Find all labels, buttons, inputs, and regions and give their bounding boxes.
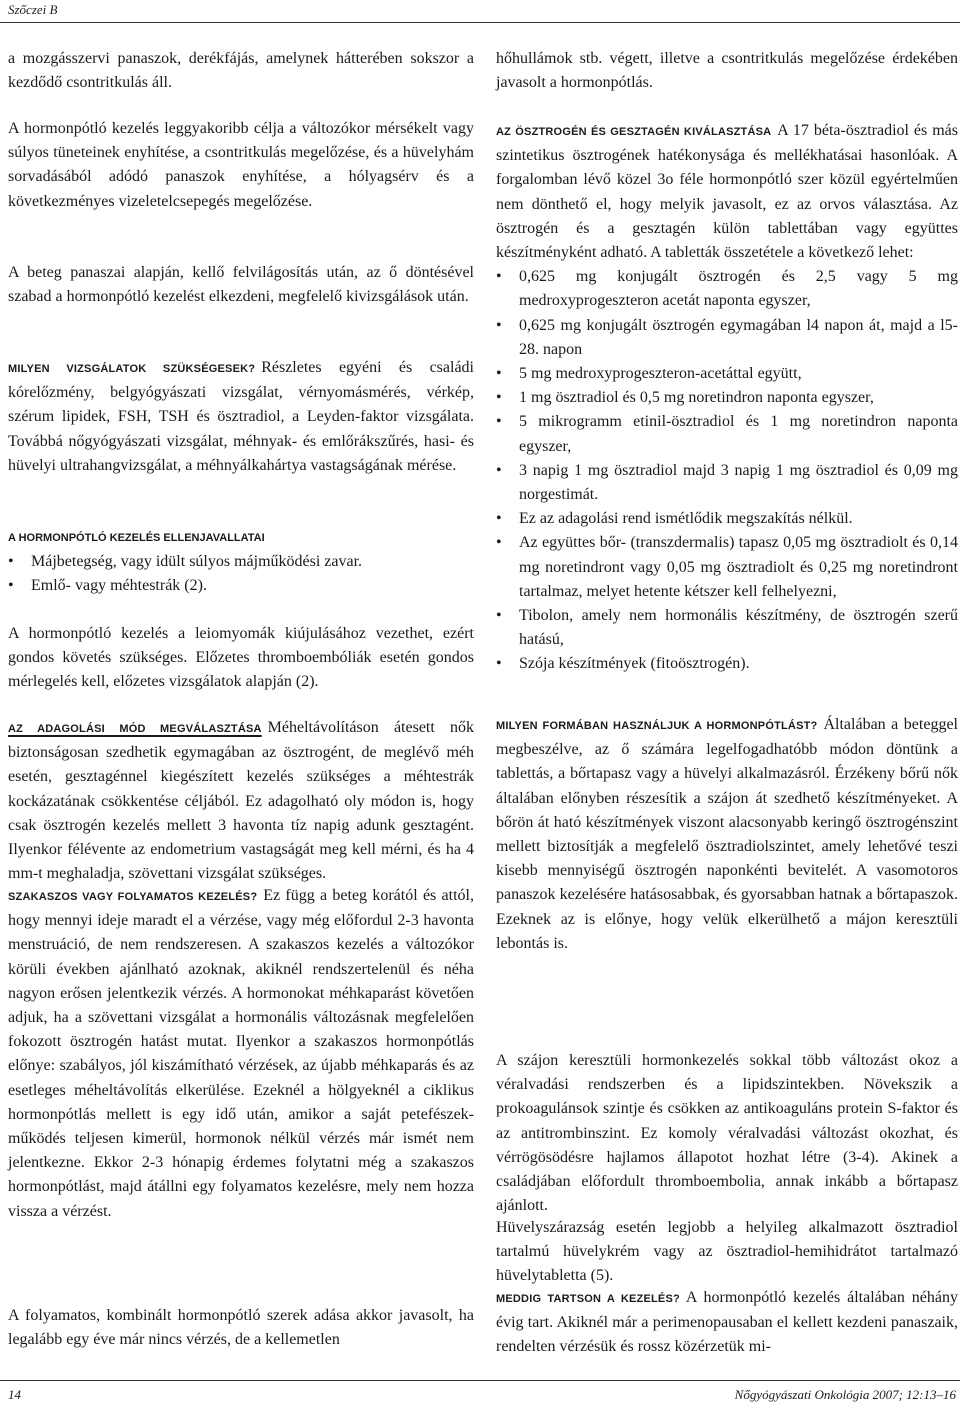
list-item: • 1 mg ösztradiol és 0,5 mg noretindron naponta egyszer, (496, 386, 958, 410)
section-heading: AZ ÖSZTROGÉN ÉS GESZTAGÉN KIVÁLASZTÁSA (496, 126, 772, 138)
paragraph-text: A szájon keresztüli hormonkezelés sokkal több változást okoz a véralvadási rendszerben és a lipidszintekben. Növekszik a prokoagulánsok szintje és csökken az antikoaguláns protein S-faktor és az antitrombinszint. Ez komoly véralvadási változást okozhat, és vérrögösödésre hajlamos állapotot hozhat létre (3-4). Akinek a családjában előfordult thromboembolia, annak inkább a bőrtapasz ajánlott. (496, 1052, 958, 1215)
section-text: A hormonpótló kezelés általában néhány évig tart. Akiknél már a perimenopausaban el kellett kezdeni panaszaik, rendelten vérzésük és rossz közérzetük mi- (496, 1289, 959, 1356)
form-section (496, 713, 958, 956)
cyclic-section (8, 884, 474, 1224)
list-item: • 3 napig 1 mg ösztradiol majd 3 napig 1 mg ösztradiol és 0,09 mg norgestimát. (496, 459, 958, 507)
paragraph-text: A folyamatos, kombinált hormonpótló szerek adása akkor javasolt, ha legalább egy éve már nincs vérzés, de a kellemetlen (8, 1307, 474, 1349)
list-item: • Májbetegség, vagy idült súlyos májműködési zavar. (8, 550, 474, 574)
header-rule (0, 22, 960, 23)
paragraph-text: A hormonpótló kezelés a leiomyomák kiújulásához vezethet, ezért gondos követés szükséges. Előzetes thromboembóliák esetén gondos mérlegelés kell, előzetes vizsgálatok alapján (2). (8, 625, 474, 691)
section-text: Részletes egyéni és családi kórelőzmény, belgyógyászati vizsgálat, vérnyomásmérés, vérkép, szérum lipidek, FSH, TSH és ösztradiol, a Leyden-faktor vizsgálata. Továbbá nőgyógyászati vizsgálat, méhnyak- és emlőrákszűrés, hasi- és hüvelyi ultrahangvizsgálat, a méhnyálkahártya vastagságának mérése. (8, 359, 474, 474)
list-item: • 5 mg medroxyprogeszteron-acetáttal együtt, (496, 362, 958, 386)
continued-paragraph (496, 47, 958, 95)
page-number: 14 (8, 1387, 21, 1402)
section-text: Méheltávolításon átesett nők biztonságosan szedhetik egymagában az ösztrogént, de meglévő méh esetén, gesztagénnel kiegészített kezelés szükséges a méhtestrák kockázatának csökkentése céljából. Ez adagolható oly módon is, hogy csak ösztrogén kezelés mellett 3 havonta tíz napig adunk gesztagént. Ilyenkor félévente az endometrium vastagságát meg kell mérni, és ha 4 mm-t meghaladja, szövettani vizsgálat szükséges. (8, 719, 475, 883)
paragraph-text: Hüvelyszárazság esetén legjobb a helyileg alkalmazott ösztradiol tartalmú hüvelykrém vagy az ösztradiol-hemihidrátot tartalmazó hüvelytabletta (5). (496, 1219, 958, 1285)
decision-paragraph (8, 261, 474, 309)
section-text: A 17 béta-ösztradiol és más szintetikus ösztrogének hatékonysága és mellékhatásai hasonlóak. A forgalomban lévő közel 3o féle hormonpótló szer közül egyértelműen nem dönthető el, hogy melyik javasolt, ez az orvos választása. Az ösztrogén és a gesztagén külön tablettában vagy együttes készítményként adható. A tabletták összetétele a következő lehet: (496, 122, 958, 262)
section-heading: A HORMONPÓTLÓ KEZELÉS ELLENJAVALLATAI (8, 532, 265, 544)
myoma-paragraph (8, 622, 474, 695)
footer-rule (0, 1380, 960, 1381)
list-item: • Az együttes bőr- (transzdermalis) tapasz 0,05 mg ösztradiolt és 0,14 mg noretindront vagy 0,05 mg ösztradiolt és 0,25 mg noretindront tartalmaz, melyet hetente kétszer kell felhelyezni, (496, 531, 958, 604)
intro-paragraph (8, 47, 474, 95)
paragraph-text: A beteg panaszai alapján, kellő felvilágosítás után, az ő döntésével szabad a hormonpótló kezelést elkezdeni, megfelelő kivizsgálások után. (8, 264, 474, 306)
journal-citation: Nőgyógyászati Onkológia 2007; 12:13–16 (734, 1387, 956, 1402)
running-header: Szőczei B (8, 2, 58, 17)
list-item: • 0,625 mg konjugált ösztrogén egymagában l4 napon át, majd a l5-28. napon (496, 314, 958, 362)
section-text: Általában a beteggel megbeszélve, az ő számára legelfogadhatóbb módon döntünk a tablettás, a bőrtapasz vagy a hüvelyi alkalmazásról. Érzékeny bőrű nők általában előnyben részesítik a szájon át szedhető készítményeket. A bőrön át ható készítmények viszont alacsonyabb keringő ösztrogénszint mellett biztosítják a megfelelő ösztradiolszintet, amely lehetővé teszi kisebb mennyiségű ösztrogén naponkénti bevitelét. A vasomotoros panaszok kezelésére hatásosabbak, és gyorsabban hatnak a bőrtapaszok. Ezeknek az is előnye, hogy velük elkerülhető a májon keresztüli lebontás is. (496, 716, 959, 952)
paragraph-text: a mozgásszervi panaszok, derékfájás, amelynek hátterében sokszor a kezdődő csontritkulás áll. (8, 50, 474, 92)
list-item: • 5 mikrogramm etinil-ösztradiol és 1 mg noretindron naponta egyszer, (496, 410, 958, 458)
oral-paragraph (496, 1049, 958, 1218)
goal-paragraph (8, 117, 474, 214)
paragraph-text: hőhullámok stb. végett, illetve a csontritkulás megelőzése érdekében javasolt a hormonpótlás. (496, 50, 958, 92)
section-heading: SZAKASZOS VAGY FOLYAMATOS KEZELÉS? (8, 891, 258, 903)
exams-section (8, 356, 474, 478)
list-item: • Tibolon, amely nem hormonális készítmény, de ösztrogén szerű hatású, (496, 604, 958, 652)
estrogen-section (496, 119, 958, 677)
section-heading: MILYEN VIZSGÁLATOK SZÜKSÉGESEK? (8, 363, 256, 375)
list-item: • 0,625 mg konjugált ösztrogén és 2,5 vagy 5 mg medroxyprogeszteron acetát naponta egyszer, (496, 265, 958, 313)
duration-section (496, 1286, 958, 1360)
section-heading: AZ ADAGOLÁSI MÓD MEGVÁLASZTÁSA (8, 723, 262, 735)
list-item: • Emlő- vagy méhtestrák (2). (8, 574, 474, 598)
administration-section (8, 716, 474, 886)
contraindications-section (8, 526, 474, 599)
vaginal-paragraph (496, 1216, 958, 1289)
preparation-list (496, 265, 958, 676)
continuous-paragraph (8, 1304, 474, 1352)
list-item: • Szója készítmények (fitoösztrogén). (496, 652, 958, 676)
paragraph-text: A hormonpótló kezelés leggyakoribb célja a változókor mérsékelt vagy súlyos tüneteinek enyhítése, a csontritkulás megelőzése, és a hüvelyhám sorvadásából adódó panaszok enyhítése, a hólyagsérv és a következményes vizeletelcsepegés megelőzése. (8, 120, 474, 210)
list-item: • Ez az adagolási rend ismétlődik megszakítás nélkül. (496, 507, 958, 531)
section-heading: MEDDIG TARTSON A KEZELÉS? (496, 1293, 680, 1305)
section-text: Ez függ a beteg korától és attól, hogy mennyi ideje maradt el a vérzése, vagy még előfordul 2-3 havonta menstruáció, de nem rendszeresen. A szakaszos kezelés a változókor körüli években ajánlható azoknak, akiknél rendszertelenül és néha nagyon erősen jelentkezik vérzés. A hormonokat méhkaparást követően adjuk, ha a szövettani vizsgálat a hormonális változásnak megfelelően fokozott ösztrogén hatást mutat. Ilyenkor a szakaszos hormonpótlás előnye: szabályos, jól kiszámítható vérzések, az újabb méhkaparás és az esetleges méheltávolítás elkerülése. Ezeknél a hölgyeknél a ciklikus hormonpótlás mellett is egy idő után, amikor a saját petefészek-működés teljesen kimerül, hormonok nélkül vérzés már ismét nem jelentkezne. Ekkor 2-3 hónapig érdemes folytatni még a szakaszos hormonpótlást, majd átállni egy folyamatos kezelésre, mely nem hozza vissza a vérzést. (8, 887, 474, 1220)
contraindication-list (8, 550, 474, 598)
section-heading: MILYEN FORMÁBAN HASZNÁLJUK A HORMONPÓTLÁST? (496, 720, 818, 732)
